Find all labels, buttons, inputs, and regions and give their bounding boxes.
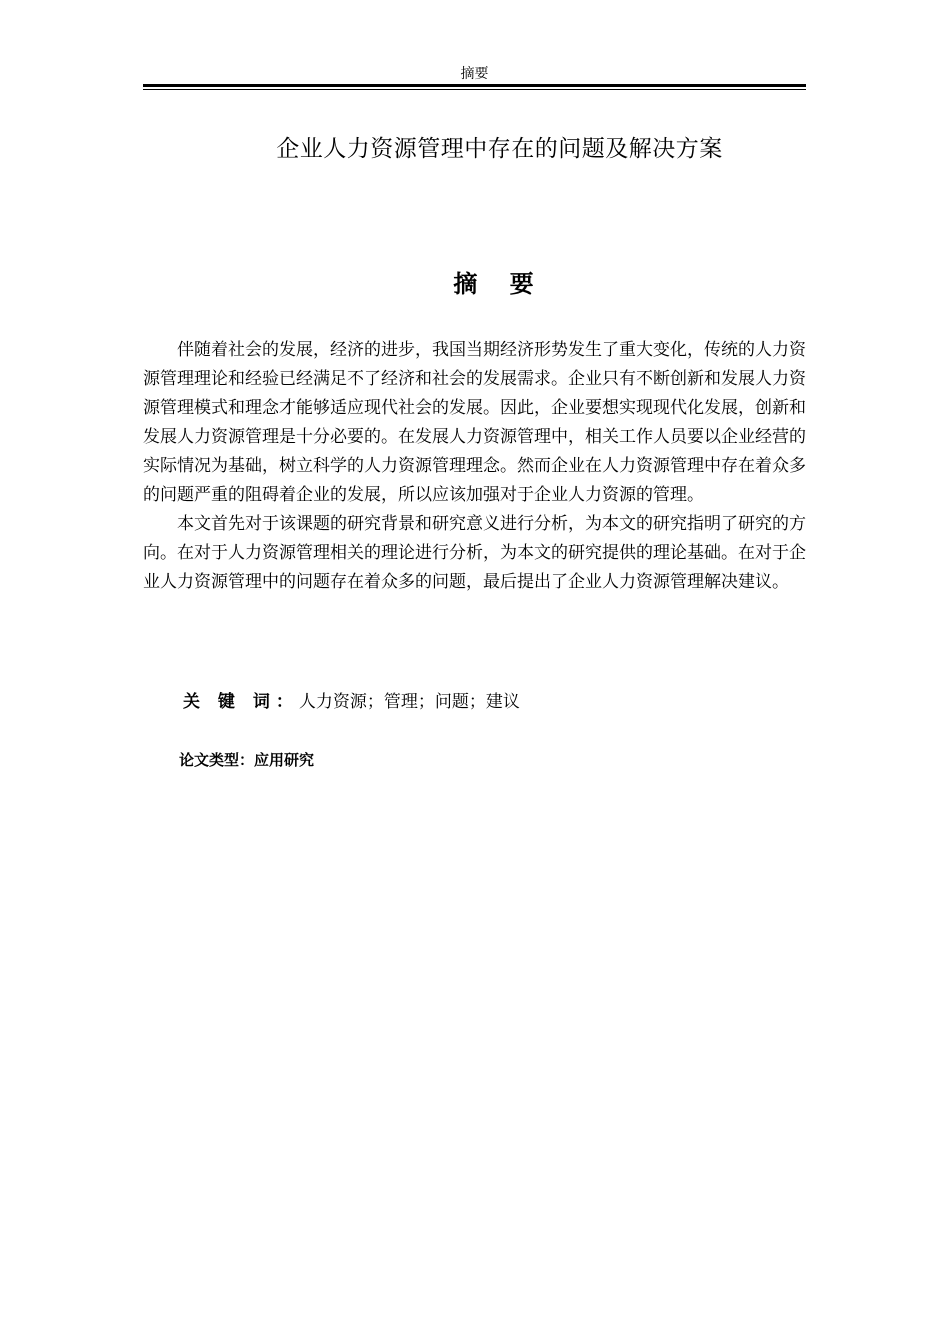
paper-type-label: 论文类型：: [179, 751, 255, 769]
running-header: 摘要: [460, 66, 489, 82]
abstract-heading: 摘 要: [453, 269, 546, 298]
abstract-paragraph-2: 本文首先对于该课题的研究背景和研究意义进行分析，为本文的研究指明了研究的方向。在对于人力资源管理相关的理论进行分析，为本文的研究提供的理论基础。在对于企业人力资源管理中的问题存在着众多的问题，最后提出了企业人力资源管理解决建议。: [143, 514, 806, 592]
paper-type-value: 应用研究: [254, 751, 315, 769]
paper-type-line: [179, 748, 314, 772]
abstract-paragraph-1: 伴随着社会的发展，经济的进步，我国当期经济形势发生了重大变化，传统的人力资源管理理论和经验已经满足不了经济和社会的发展需求。企业只有不断创新和发展人力资源管理模式和理念才能够适应现代社会的发展。因此，企业要想实现现代化发展，创新和发展人力资源管理是十分必要的。在发展人力资源管理中，相关工作人员要以企业经营的实际情况为基础，树立科学的人力资源管理理念。然而企业在人力资源管理中存在着众多的问题严重的阻碍着企业的发展，所以应该加强对于企业人力资源的管理。: [143, 340, 806, 505]
header-rule-thin: [143, 89, 806, 90]
document-title: 企业人力资源管理中存在的问题及解决方案: [276, 136, 723, 162]
abstract-body: [143, 336, 806, 597]
keywords-value: 人力资源；管理；问题；建议: [298, 692, 520, 712]
keywords-label: 关 键 词：: [183, 692, 299, 712]
keywords-line: [183, 688, 520, 717]
header-rule-thick: [143, 84, 806, 87]
